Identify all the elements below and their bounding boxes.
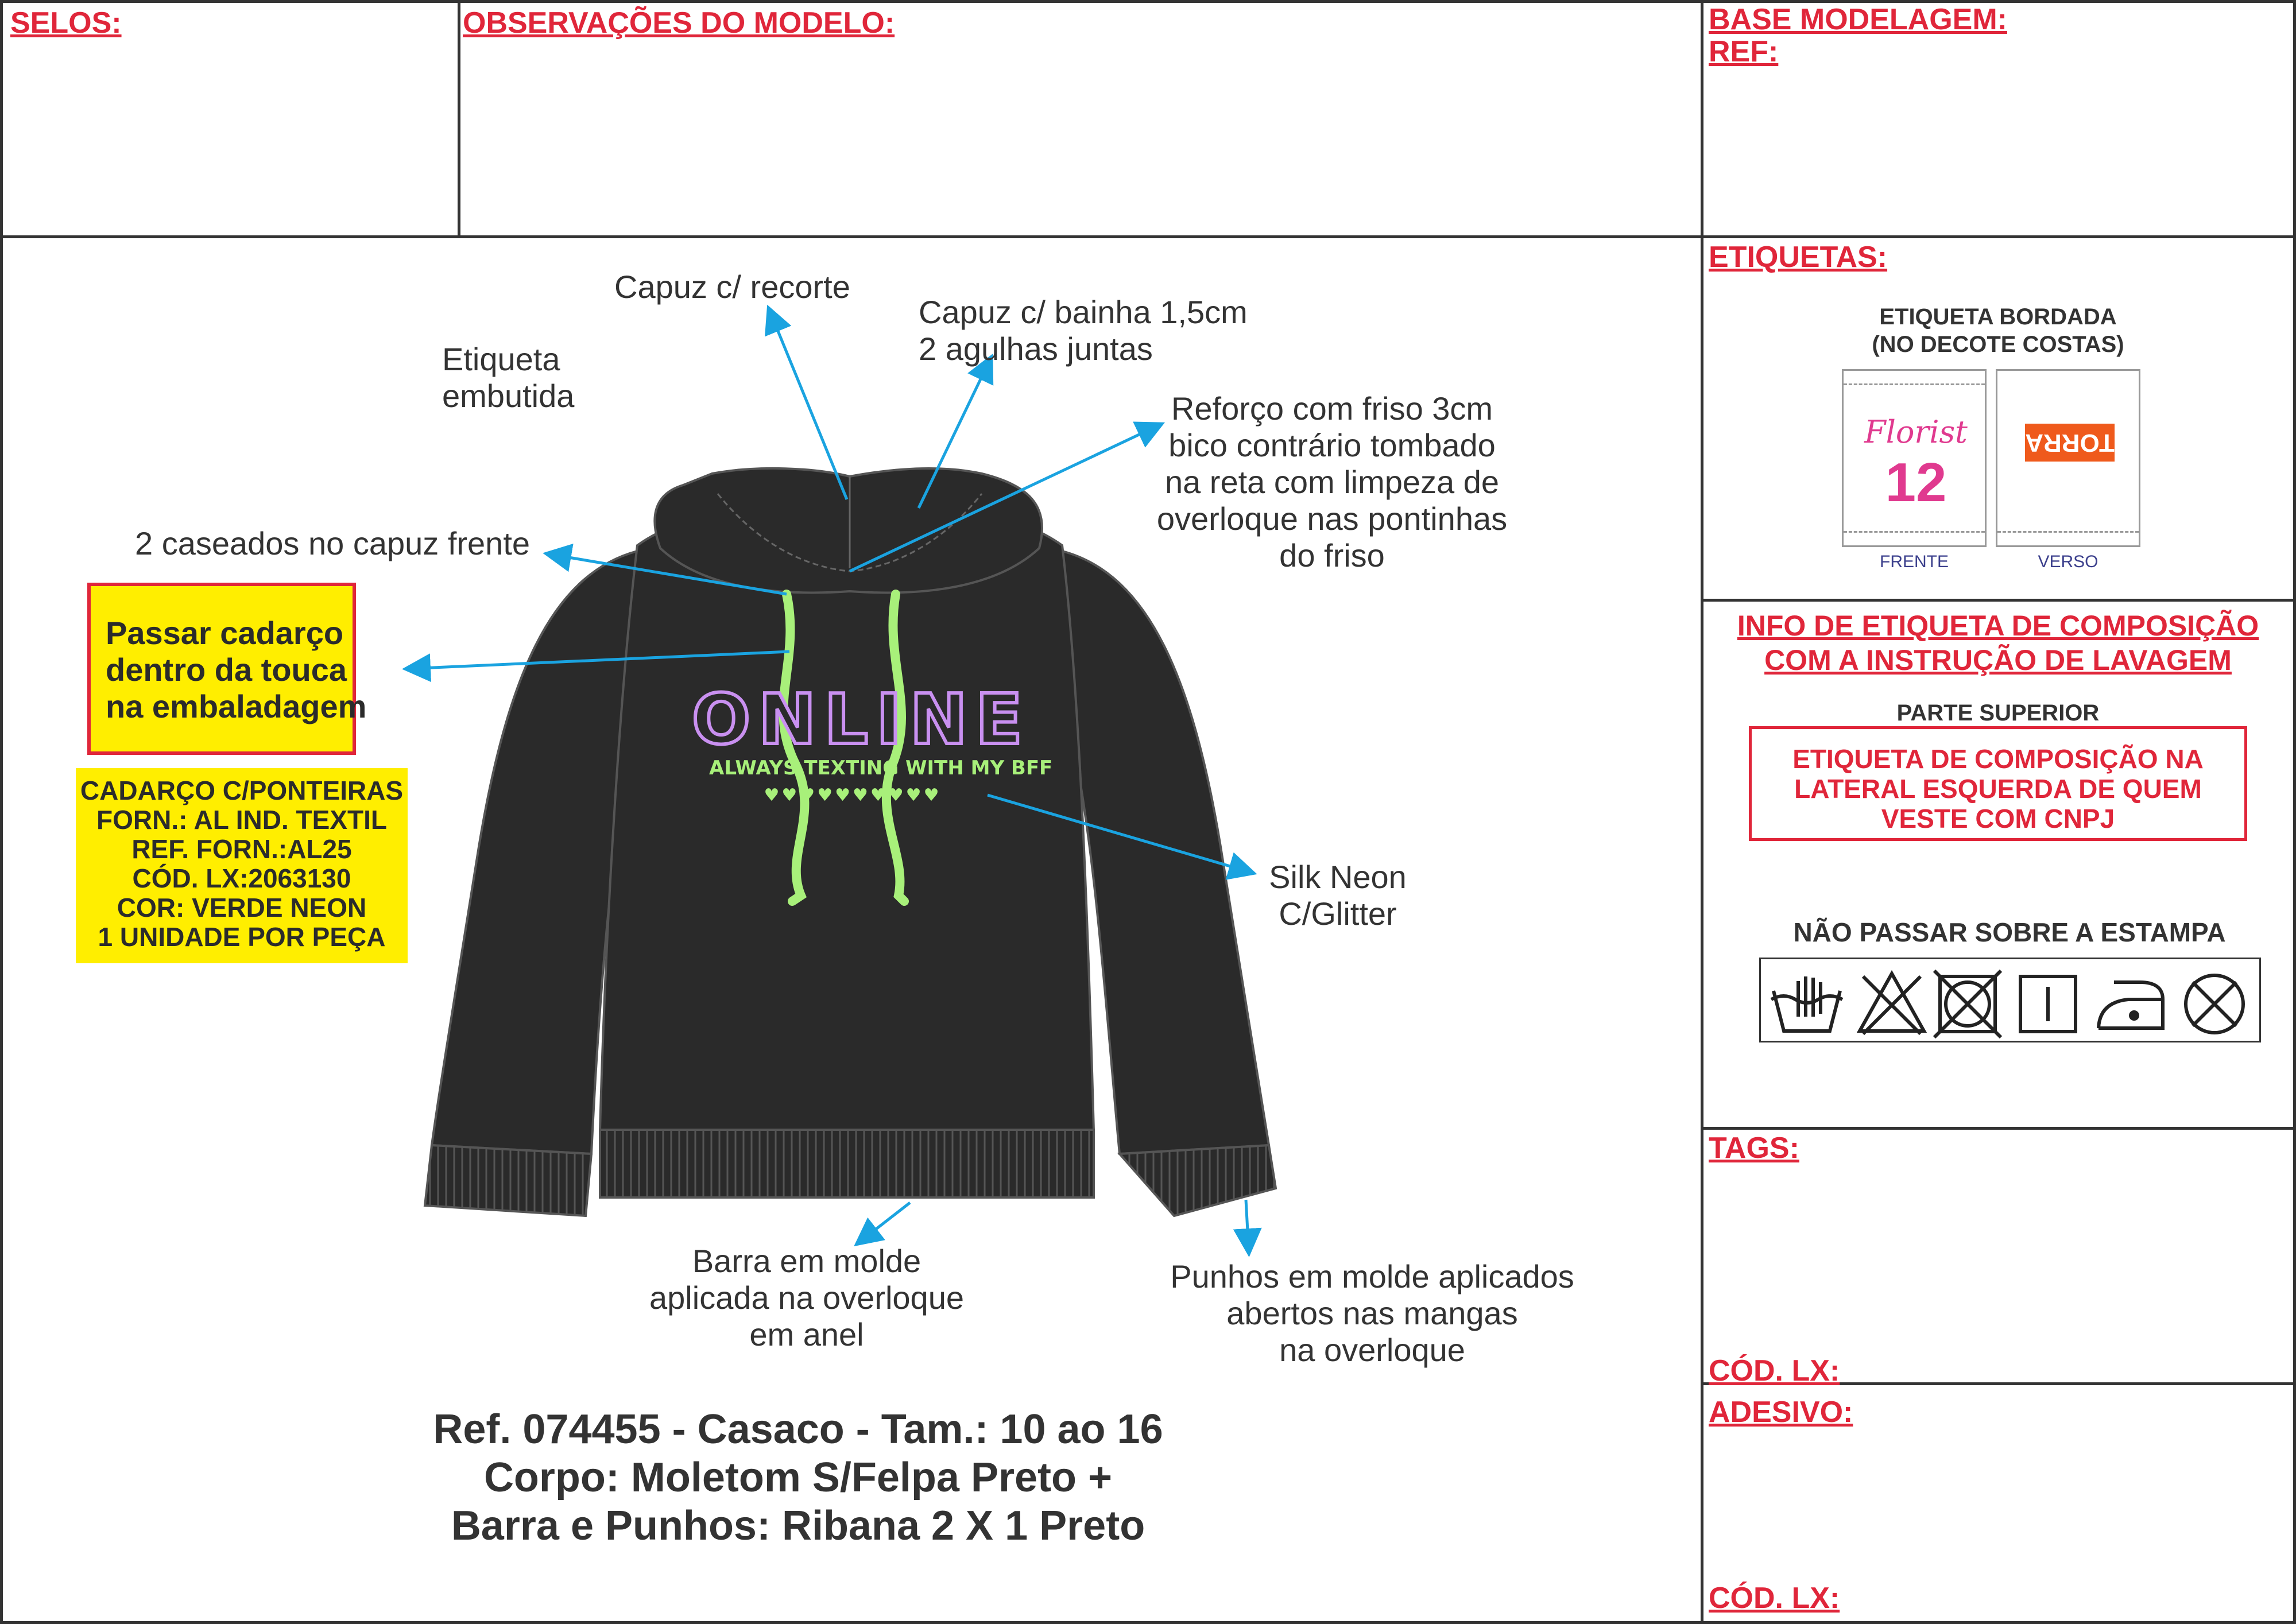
note-caseados: 2 caseados no capuz frente: [135, 525, 531, 561]
composicao-line3: VESTE COM CNPJ: [1881, 804, 2115, 834]
cadarco-spec-line4: CÓD. LX:2063130: [132, 863, 351, 893]
iron-low-icon: [2098, 982, 2163, 1028]
note-capuz-bainha-2: 2 agulhas juntas: [919, 331, 1153, 367]
tags-cod-lx-label: CÓD. LX:: [1709, 1354, 1840, 1387]
parte-superior-label: PARTE SUPERIOR: [1896, 700, 2100, 726]
cadarco-spec-line1: CADARÇO C/PONTEIRAS: [80, 776, 404, 805]
ref-label: REF:: [1709, 35, 1779, 68]
label-back-caption: VERSO: [2038, 552, 2098, 571]
cadarco-instruction-line1: Passar cadarço: [106, 615, 344, 651]
etiqueta-bordada-title: [1780, 303, 2216, 358]
note-silk-1: Silk Neon: [1269, 859, 1407, 895]
cadarco-instruction-box: [87, 583, 367, 755]
hood: [655, 468, 1042, 592]
right-cuff: [1120, 1145, 1276, 1216]
label-front-caption: FRENTE: [1880, 552, 1949, 571]
care-symbols-strip: [1759, 958, 2261, 1042]
note-reforco-3: na reta com limpeza de: [1164, 464, 1500, 500]
note-barra-3: em anel: [749, 1316, 864, 1352]
adesivo-label: ADESIVO:: [1709, 1396, 1853, 1429]
note-capuz-bainha-1: Capuz c/ bainha 1,5cm: [919, 294, 1248, 330]
etiqueta-bordada-line1: ETIQUETA BORDADA: [1879, 304, 2117, 330]
tags-label: TAGS:: [1709, 1131, 1799, 1165]
cadarco-instruction-line2: dentro da touca: [106, 652, 347, 688]
composicao-box: [1749, 726, 2247, 841]
cadarco-spec-line6: 1 UNIDADE POR PEÇA: [98, 922, 386, 952]
note-punhos-2: abertos nas mangas: [1226, 1295, 1518, 1331]
note-barra-2: aplicada na overloque: [649, 1280, 964, 1316]
line-dry-icon: [2020, 976, 2076, 1032]
cadarco-spec-line3: REF. FORN.:AL25: [131, 834, 352, 864]
cadarco-instruction-line3: na embaladagem: [106, 688, 367, 724]
selos-label: SELOS:: [10, 6, 122, 40]
info-composicao-heading: [1705, 608, 2291, 677]
no-bleach-icon: [1860, 974, 1924, 1034]
hand-wash-icon: [1771, 976, 1842, 1031]
title-line3: Barra e Punhos: Ribana 2 X 1 Preto: [451, 1503, 1145, 1549]
note-etiqueta-1: Etiqueta: [442, 341, 560, 377]
no-tumble-dry-icon: [1934, 971, 2001, 1037]
note-reforco-2: bico contrário tombado: [1168, 427, 1496, 463]
title-line2: Corpo: Moletom S/Felpa Preto +: [483, 1455, 1113, 1501]
observacoes-label: OBSERVAÇÕES DO MODELO:: [463, 6, 895, 40]
cadarco-spec-box: [76, 768, 408, 963]
note-capuz-recorte: Capuz c/ recorte: [614, 269, 850, 305]
etiquetas-label: ETIQUETAS:: [1709, 241, 1888, 274]
right-sleeve: [1062, 551, 1269, 1154]
florist-logo: Florist: [1864, 414, 1968, 450]
label-back: [1996, 369, 2140, 547]
hoodie-body: [600, 505, 1094, 1131]
composicao-line1: ETIQUETA DE COMPOSIÇÃO NA: [1792, 744, 2204, 774]
base-modelagem-label: BASE MODELAGEM:: [1709, 3, 2007, 36]
left-cuff: [425, 1145, 591, 1216]
cadarco-spec-line5: COR: VERDE NEON: [117, 893, 367, 923]
no-dry-clean-icon: [2186, 975, 2243, 1033]
info-composicao-line1: INFO DE ETIQUETA DE COMPOSIÇÃO: [1737, 610, 2259, 642]
note-reforco-4: overloque nas pontinhas: [1156, 501, 1508, 537]
print-hearts: ♥♥♥♥♥♥♥♥♥♥: [764, 785, 942, 805]
note-barra-1: Barra em molde: [692, 1243, 922, 1279]
cadarco-spec-line2: FORN.: AL IND. TEXTIL: [96, 805, 387, 835]
torra-logo: TORRA: [2025, 424, 2115, 462]
note-reforco-1: Reforço com friso 3cm: [1171, 390, 1493, 427]
print-sub-text: ALWAYS TEXTING WITH MY BFF: [709, 757, 1053, 780]
note-punhos-3: na overloque: [1279, 1332, 1465, 1368]
etiqueta-bordada-line2: (NO DECOTE COSTAS): [1872, 332, 2124, 357]
note-reforco-5: do friso: [1279, 537, 1385, 573]
print-main-text: ONLINE: [692, 680, 1031, 760]
florist-number: 12: [1885, 452, 1947, 513]
nao-passar-label: NÃO PASSAR SOBRE A ESTAMPA: [1793, 917, 2226, 947]
title-block: [402, 1405, 1194, 1550]
info-composicao-line2: COM A INSTRUÇÃO DE LAVAGEM: [1764, 644, 2232, 676]
composicao-line2: LATERAL ESQUERDA DE QUEM: [1794, 774, 2202, 804]
adesivo-cod-lx-label: CÓD. LX:: [1709, 1582, 1840, 1615]
bottom-band: [600, 1130, 1094, 1197]
note-etiqueta-2: embutida: [442, 378, 575, 414]
note-punhos-1: Punhos em molde aplicados: [1170, 1258, 1574, 1294]
title-line1: Ref. 074455 - Casaco - Tam.: 10 ao 16: [433, 1406, 1163, 1452]
label-front: [1842, 369, 1987, 547]
note-silk-2: C/Glitter: [1279, 896, 1397, 932]
